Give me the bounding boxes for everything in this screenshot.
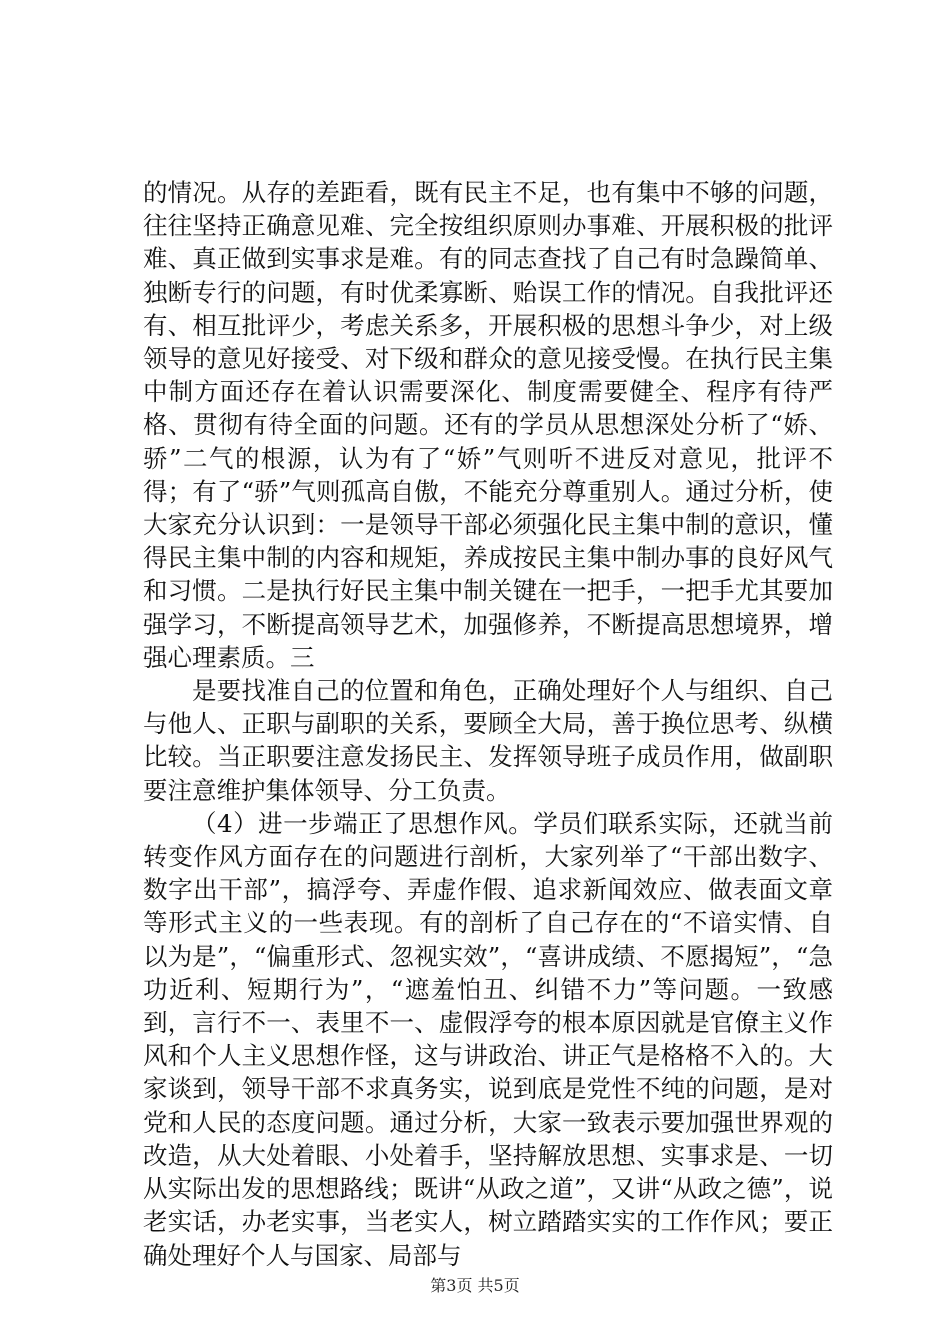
document-body	[143, 176, 833, 1272]
paragraph-continuation: 的情况。从存的差距看，既有民主不足，也有集中不够的问题，往往坚持正确意见难、完全按组织原则办事难、开展积极的批评难、真正做到实事求是难。有的同志查找了自己有时急躁简单、独断专行的问题，有时优柔寡断、贻误工作的情况。自我批评还有、相互批评少，考虑关系多，开展积极的思想斗争少，对上级领导的意见好接受、对下级和群众的意见接受慢。在执行民主集中制方面还存在着认识需要深化、制度需要健全、程序有待严格、贯彻有待全面的问题。还有的学员从思想深处分析了“娇、骄”二气的根源，认为有了“娇”气则听不进反对意见，批评不得；有了“骄”气则孤高自傲，不能充分尊重别人。通过分析，使大家充分认识到：一是领导干部必须强化民主集中制的意识，懂得民主集中制的内容和规矩，养成按民主集中制办事的良好风气和习惯。二是执行好民主集中制关键在一把手，一把手尤其要加强学习，不断提高领导艺术，加强修养，不断提高思想境界，增强心理素质。三	[143, 178, 833, 672]
page-footer	[0, 1276, 950, 1296]
paragraph-work-style: （4）进一步端正了思想作风。学员们联系实际，还就当前转变作风方面存在的问题进行剖析，大家列举了“干部出数字、数字出干部”，搞浮夸、弄虚作假、追求新闻效应、做表面文章等形式主义的一些表现。有的剖析了自己存在的“不谙实情、自以为是”，“偏重形式、忽视实效”，“喜讲成绩、不愿揭短”，“急功近利、短期行为”，“遮羞怕丑、纠错不力”等问题。一致感到，言行不一、表里不一、虚假浮夸的根本原因就是官僚主义作风和个人主义思想作怪，这与讲政治、讲正气是格格不入的。大家谈到，领导干部不求真务实，说到底是党性不纯的问题，是对党和人民的态度问题。通过分析，大家一致表示要加强世界观的改造，从大处着眼、小处着手，坚持解放思想、实事求是、一切从实际出发的思想路线；既讲“从政之道”，又讲“从政之德”，说老实话，办老实事，当老实人，树立踏踏实实的工作作风；要正确处理好个人与国家、局部与	[143, 808, 833, 1270]
page-number-label: 第3页 共5页	[430, 1276, 520, 1295]
paragraph-positioning: 是要找准自己的位置和角色，正确处理好个人与组织、自己与他人、正职与副职的关系，要顾全大局，善于换位思考、纵横比较。当正职要注意发扬民主、发挥领导班子成员作用，做副职要注意维护集体领导、分工负责。	[143, 676, 833, 805]
